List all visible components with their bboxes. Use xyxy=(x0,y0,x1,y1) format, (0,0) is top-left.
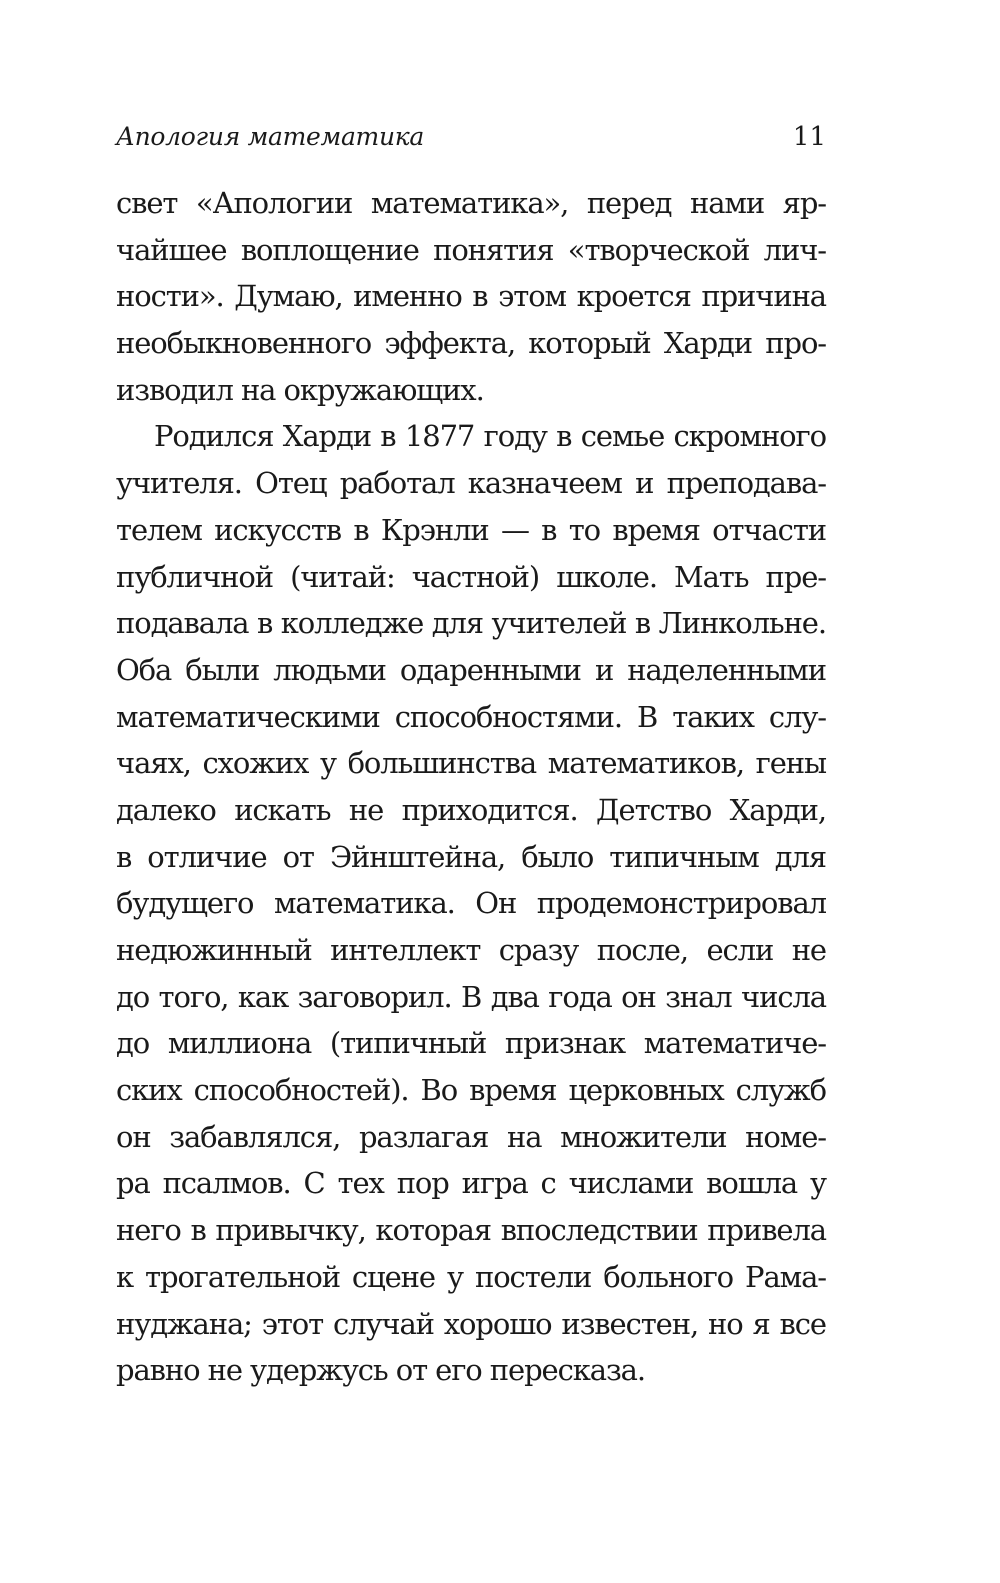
text-line: нуджана; этот случай хорошо известен, но я все xyxy=(116,1306,826,1341)
paragraph-1 xyxy=(116,180,826,413)
text-line: Родился Харди в 1877 году в семье скромного xyxy=(154,419,826,454)
text-line: он забавлялся, разлагая на множители номе- xyxy=(116,1119,826,1154)
text-line: подавала в колледже для учителей в Линкольне. xyxy=(116,606,826,641)
text-line: недюжинный интеллект сразу после, если не xyxy=(116,933,826,967)
text-line: телем искусств в Крэнли — в то время отчасти xyxy=(116,512,826,547)
page-number: 11 xyxy=(792,122,826,152)
running-head: Апология математика xyxy=(116,122,424,151)
text-line: до того, как заговорил. В два года он знал числа xyxy=(116,979,826,1014)
text-line: математическими способностями. В таких слу- xyxy=(116,699,826,734)
page-header xyxy=(116,122,826,166)
text-line: равно не удержусь от его пересказа. xyxy=(116,1353,645,1388)
body-text xyxy=(116,180,826,1394)
text-line: ности». Думаю, именно в этом кроется причина xyxy=(116,279,826,314)
text-line: изводил на окружающих. xyxy=(116,372,484,407)
text-line: до миллиона (типичный признак математиче- xyxy=(116,1026,826,1061)
paragraph-2 xyxy=(116,413,826,1393)
text-line: будущего математика. Он продемонстрировал xyxy=(116,886,826,921)
text-line: учителя. Отец работал казначеем и преподава- xyxy=(116,466,826,501)
text-line: далеко искать не приходится. Детство Харди, xyxy=(116,792,826,827)
text-line: к трогательной сцене у постели больного Рама- xyxy=(116,1259,826,1294)
text-line: Оба были людьми одаренными и наделенными xyxy=(116,652,826,687)
text-line: него в привычку, которая впоследствии привела xyxy=(116,1213,826,1248)
text-line: чаях, схожих у большинства математиков, гены xyxy=(116,746,826,781)
text-line: необыкновенного эффекта, который Харди про- xyxy=(116,326,826,361)
text-line: в отличие от Эйнштейна, было типичным для xyxy=(116,839,826,874)
text-line: ра псалмов. С тех пор игра с числами вошла у xyxy=(116,1166,826,1201)
text-line: чайшее воплощение понятия «творческой лич- xyxy=(116,232,826,267)
text-line: ских способностей). Во время церковных служб xyxy=(116,1073,826,1108)
text-line: свет «Апологии математика», перед нами яр- xyxy=(116,186,826,220)
text-line: публичной (читай: частной) школе. Мать пре- xyxy=(116,559,826,594)
